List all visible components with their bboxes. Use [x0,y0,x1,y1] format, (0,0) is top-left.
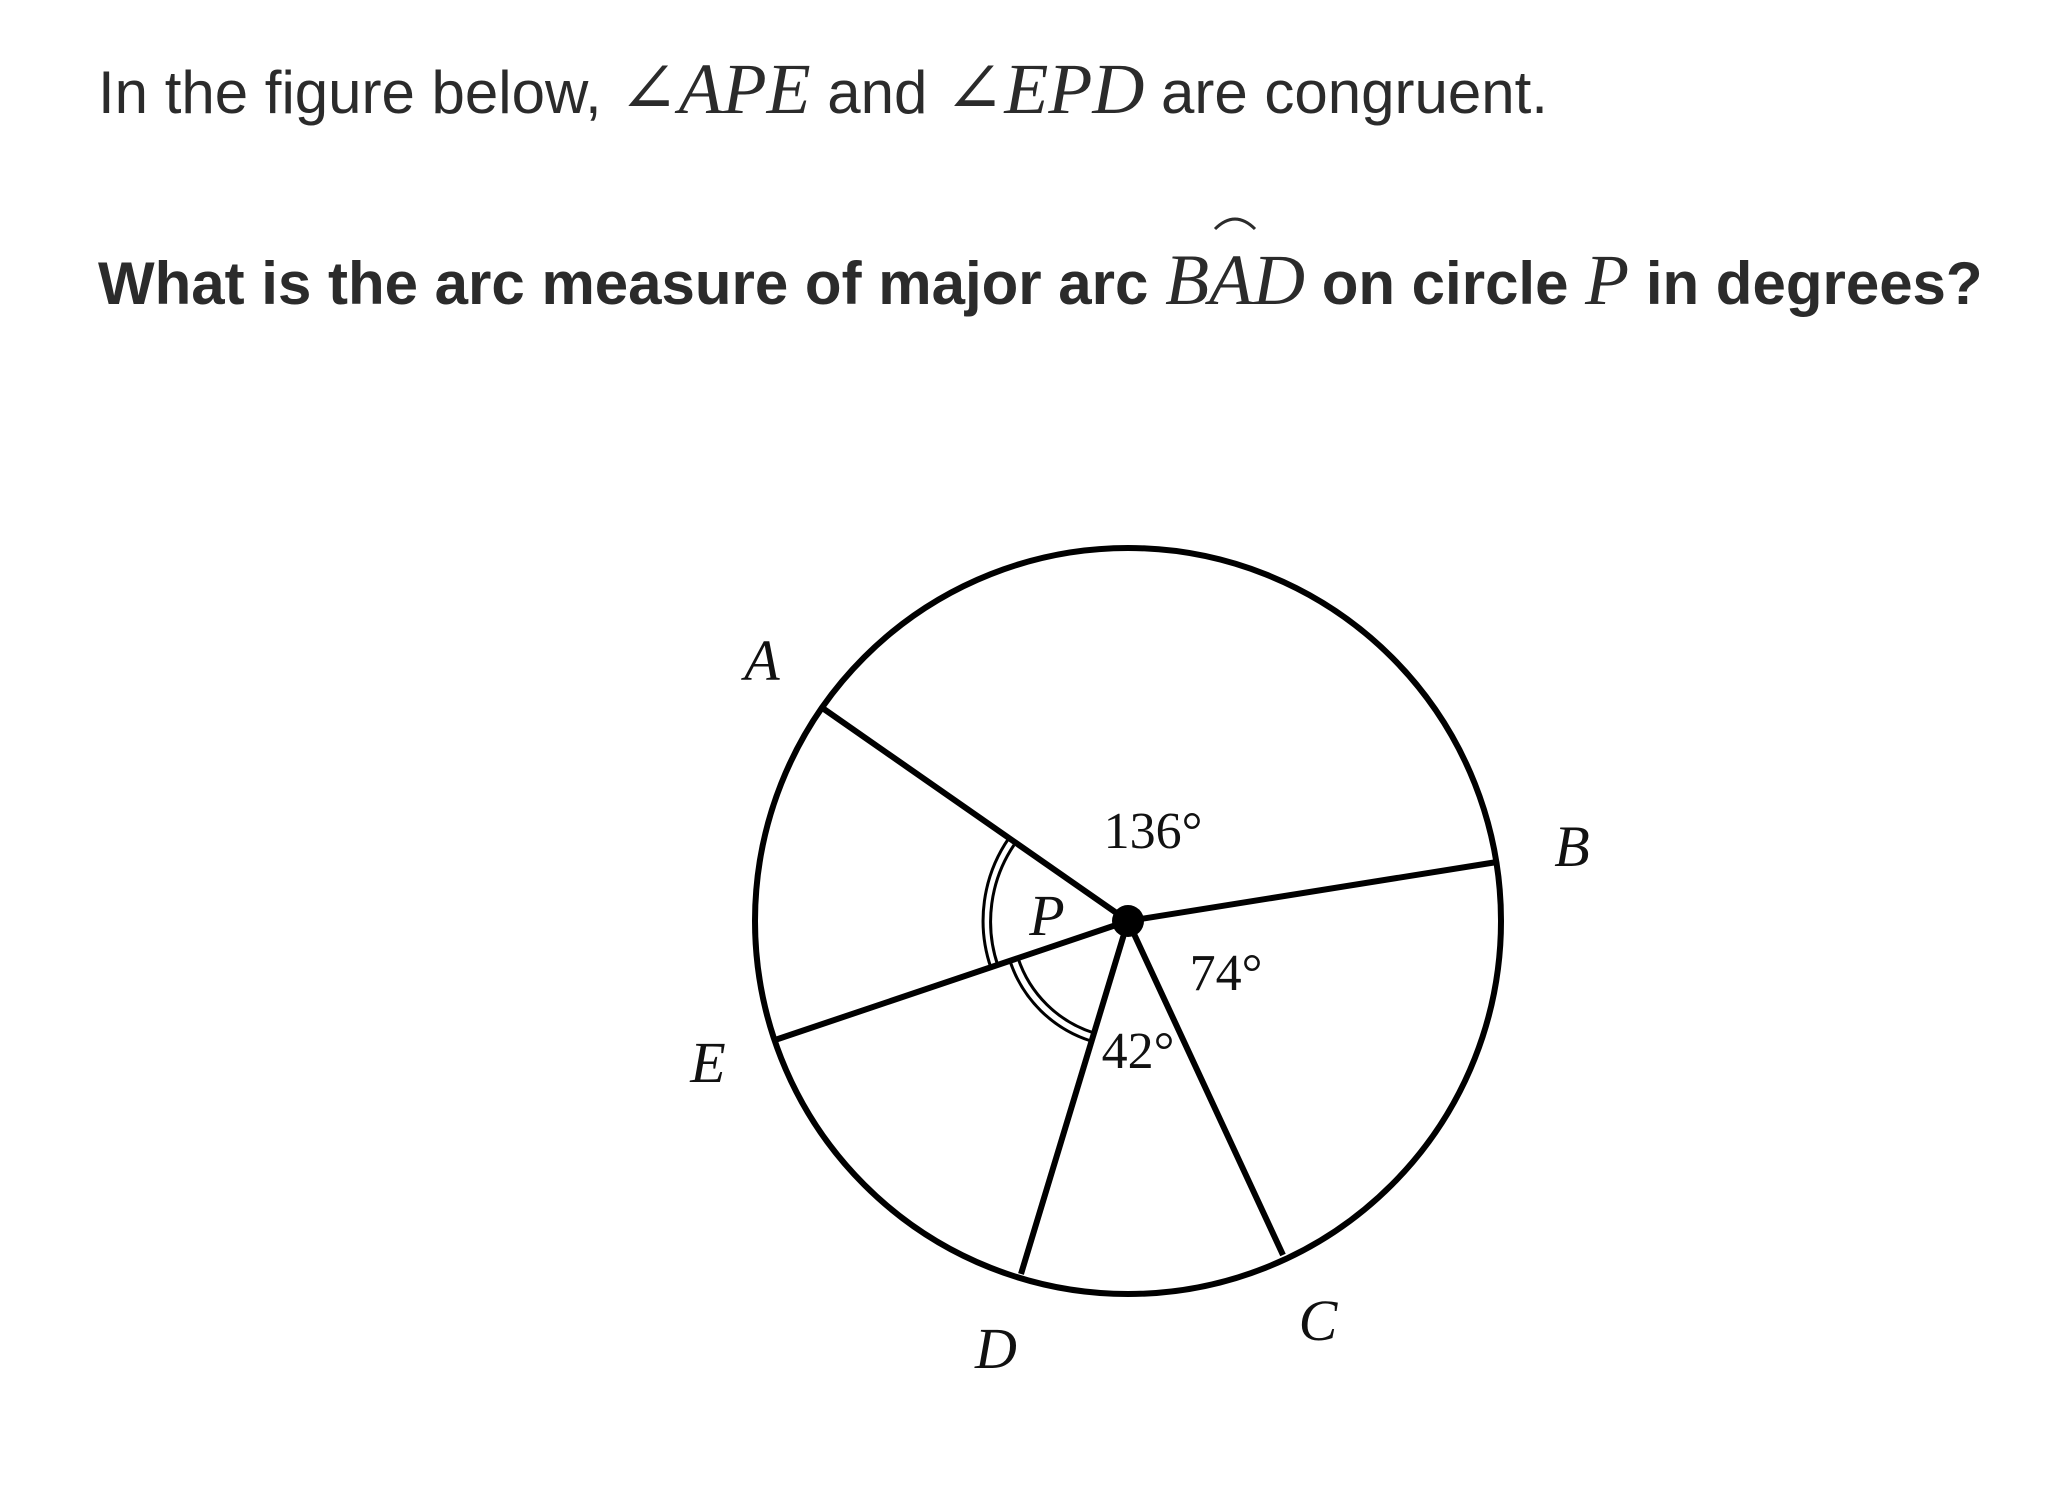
label-b: B [1554,814,1590,879]
label-a: A [744,628,780,693]
angle-ape: ∠APE [618,49,811,129]
angle-label-apb: 136° [1103,803,1203,860]
radius-pb [1128,862,1497,921]
angle-label-cpd: 42° [1101,1023,1175,1080]
angle-label-bpc: 74° [1189,945,1263,1002]
arc-label: BAD [1165,240,1306,320]
radius-pe [775,921,1128,1040]
question-prefix: What is the arc measure of major arc [98,250,1149,317]
circle-label: P [1585,240,1630,320]
label-p: P [1029,883,1065,948]
question-middle: on circle [1321,250,1569,317]
statement-prefix: In the figure below, [98,59,602,126]
label-c: C [1298,1288,1338,1353]
angle-epd-arc-outer [1010,961,1091,1041]
statement-connector: and [827,59,928,126]
radius-pa [821,707,1128,921]
angle-epd: ∠EPD [944,49,1145,129]
center-point-p [1112,905,1144,937]
question-suffix: in degrees? [1645,250,1983,317]
statement-suffix: are congruent. [1161,59,1548,126]
label-e: E [690,1030,726,1095]
radius-pd [1021,921,1128,1274]
label-d: D [975,1316,1017,1381]
